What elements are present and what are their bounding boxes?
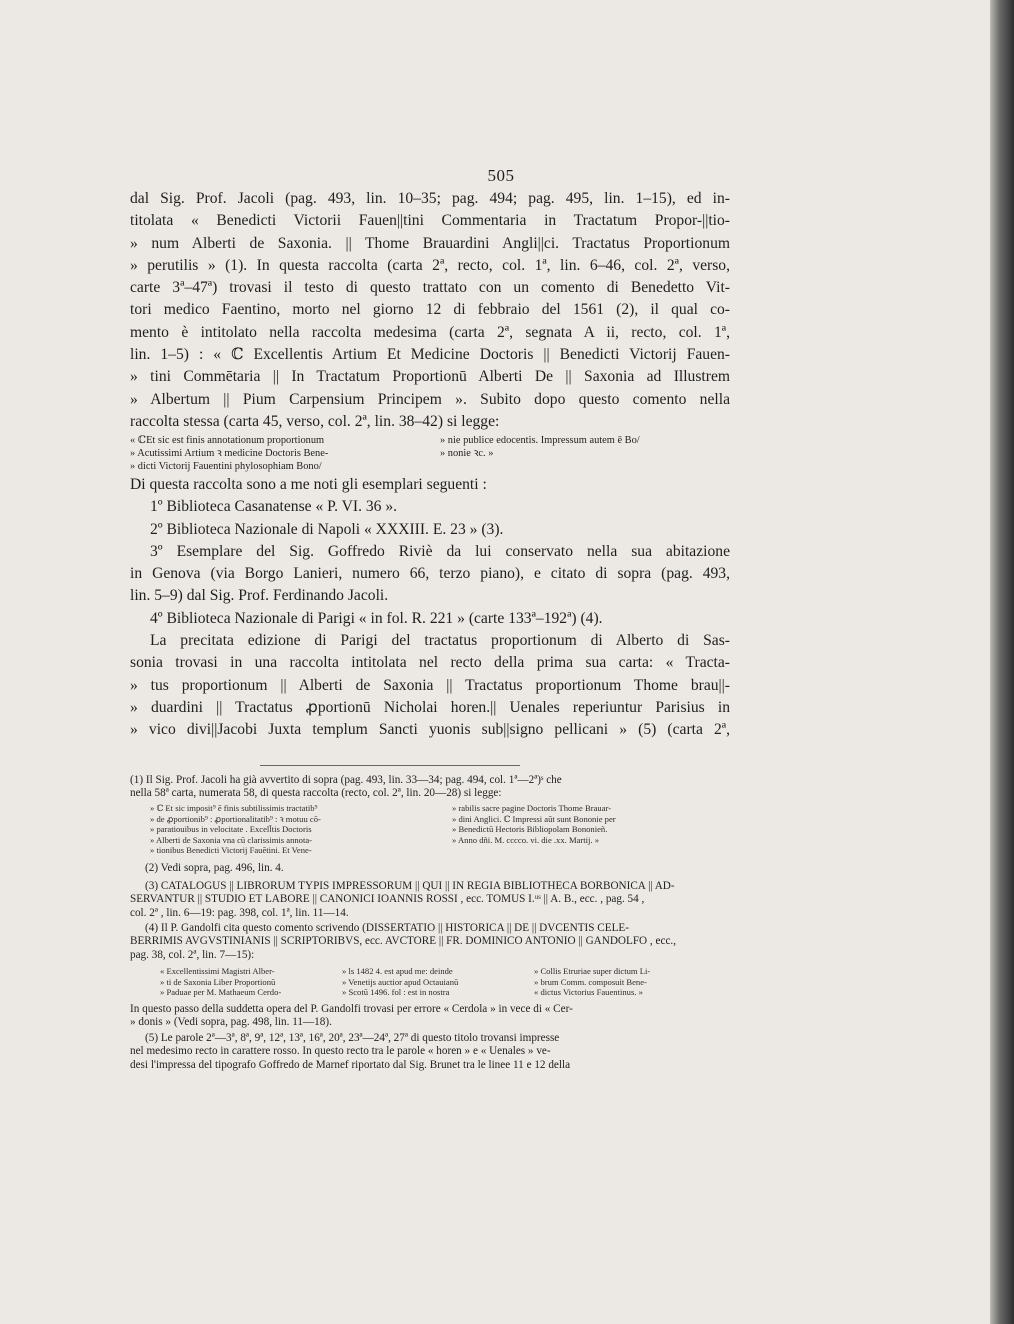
quote-line: » Anno dñi. M. cccco. vi. die .xx. Martij. » [452,834,600,845]
footnote-1-quote [150,803,730,857]
footnote-1 [130,774,730,801]
footnote-line: (3) CATALOGUS || LIBRORUM TYPIS IMPRESSORUM || QUI || IN REGIA BIBLIOTHECA BORBONICA || AD- [145,880,675,892]
footnote-3 [130,880,730,920]
quote-line: » de ꝓportionib⁹ : ꝓportionalitatib⁹ : ꝛ motuu cō- [150,813,321,824]
quote-column-3 [534,966,650,998]
quote-line: » dicti Victorij Fauentini phylosophiam Bono/ [130,461,322,472]
quote-line: » nonie ꝛc. » [440,448,494,459]
quote-line: » Benedictū Hectoris Bibliopolam Bononieñ. [452,824,608,835]
text-line: lin. 5–9) dal Sig. Prof. Ferdinando Jacoli. [130,587,389,605]
quote-column-right [440,434,640,460]
text-line: dal Sig. Prof. Jacoli (pag. 493, lin. 10–35; pag. 494; pag. 495, lin. 1–15), ed in- [130,190,730,207]
footnote-line: BERRIMIS AVGVSTINIANIS || SCRIPTORIBVS, ecc. AVCTORE || FR. DOMINICO ANTONIO || GANDOLFO , ecc., [130,935,677,948]
footnote-5 [130,1032,730,1072]
text-line: tori medico Faentino, morto nel giorno 12 di febbraio del 1561 (2), il qual co- [130,301,730,319]
list-item: 4º Biblioteca Nazionale di Parigi « in fol. R. 221 » (carte 133ª–192ª) (4). [150,609,603,627]
quote-line: » Paduae per M. Mathaeum Cerdo- [160,987,282,998]
quote-line: » paratiouibus in velocitate . Excell̄tis Doctoris [150,824,312,835]
footnote-line: col. 2ª , lin. 6—19: pag. 398, col. 1ª, lin. 11—14. [130,906,349,919]
text-line: » Albertum || Pium Carpensium Principem ». Subito dopo questo comento nella [130,390,730,408]
list-item: 3º Esemplare del Sig. Goffredo Riviè da lui conservato nella sua abitazione [150,542,730,560]
book-spine-shadow [990,0,1014,1324]
quote-line: » Scotū 1496. fol : est in nostra [342,987,450,998]
text-line: » duardini || Tractatus ꝓportionū Nicholai horen.|| Uenales reperiuntur Parisius in [130,698,730,716]
quote-line: « ℂEt sic est finis annotationum proportionum [130,435,325,446]
text-line: Di questa raccolta sono a me noti gli esemplari seguenti : [130,476,487,493]
footnote-line: pag. 38, col. 2ª, lin. 7—15): [130,948,255,961]
quote-line: » nie publice edocentis. Impressum autem ē Bo/ [440,435,640,446]
quote-line: » ti de Saxonia Liber Proportionū [160,976,276,987]
footnote-separator [260,765,520,766]
quote-line: » Alberti de Saxonia vna cū clarissimis annota- [150,834,313,845]
quote-column-left [150,803,321,856]
text-line: in Genova (via Borgo Lanieri, numero 66, terzo piano), e citato di sopra (pag. 493, [130,565,730,583]
main-text-block-2 [130,474,730,742]
footnote-line: (1) Il Sig. Prof. Jacoli ha già avvertito di sopra (pag. 493, lin. 33—34; pag. 494, col. 1ª—2ª)ˢ che [130,774,562,786]
quote-line: » tionibus Benedicti Victorij Fauētini. Et Vene- [150,845,312,856]
footnote-line: (4) Il P. Gandolfi cita questo comento scrivendo (DISSERTATIO || HISTORICA || DE || DVCENTIS CELE- [145,922,629,934]
text-line: La precitata edizione di Parigi del tractatus proportionum di Alberto di Sas- [150,632,730,650]
footnote-line: SERVANTUR || STUDIO ET LABORE || CANONICI IOANNIS ROSSI , ecc. TOMUS I.ᵘˢ || A. B., ecc. , pag. 54 , [130,893,645,906]
quote-column-right [452,803,616,845]
quote-column-left [130,434,328,473]
quote-line: » Collis Etruriae super dictum Li- [534,966,651,976]
footnote-line: In questo passo della suddetta opera del P. Gandolfi trovasi per errore « Cerdola » in vece di « Cer- [130,1003,573,1015]
footnote-line: » donis » (Vedi sopra, pag. 498, lin. 11—18). [130,1016,332,1029]
text-line: lin. 1–5) : « ℂ Excellentis Artium Et Medicine Doctoris || Benedicti Victorij Fauen- [130,346,730,364]
quote-line: » ℂ Et sic imposit⁹ ē finis subtilissimis tractatib⁹ [150,803,318,813]
text-line: carte 3ª–47ª) trovasi il testo di questo trattato con un comento di Benedetto Vit- [130,279,730,297]
text-line: » perutilis » (1). In questa raccolta (carta 2ª, recto, col. 1ª, lin. 6–46, col. 2ª, verso, [130,256,730,274]
quote-line: » rabilis sacre pagine Doctoris Thome Brauar- [452,803,612,813]
text-line: » tini Commētaria || In Tractatum Proportionū Alberti De || Saxonia ad Illustrem [130,368,730,386]
footnote-2 [145,862,730,875]
footnote-line: nel medesimo recto in carattere rosso. In questo recto tra le parole « horen » e « Uenales » ve- [130,1045,551,1058]
main-text-block-1 [130,188,730,433]
footnote-line: desi l'impressa del tipografo Goffredo de Marnef riportato dal Sig. Brunet tra le linee 11 e 12 della [130,1058,571,1071]
quote-column-1 [160,966,281,998]
quote-line: » ls 1482 4. est apud me: deinde [342,966,453,976]
text-line: » tus proportionum || Alberti de Saxonia || Tractatus proportionum Thome brau||- [130,676,730,694]
footnote-4-tail [130,1003,730,1030]
quote-line: » Venetijs auctior apud Octauianū [342,976,459,987]
list-item: 2º Biblioteca Nazionale di Napoli « XXXIII. E. 23 » (3). [150,520,504,538]
footnote-line: (5) Le parole 2ª—3ª, 8ª, 9ª, 12ª, 13ª, 16ª, 20ª, 23ª—24ª, 27ª di questo titolo trovansi impresse [145,1032,560,1044]
page-number: 505 [487,166,515,185]
text-line: » vico divi||Jacobi Juxta templum Sancti yuonis sub||signo pellicani » (5) (carta 2ª, [130,721,730,739]
footnote-4 [130,922,730,962]
quote-line: « dictus Victorius Fauentinus. » [534,987,643,998]
footnote-line: nella 58ª carta, numerata 58, di questa raccolta (recto, col. 2ª, lin. 20—28) si legge: [130,787,502,800]
footnote-line: (2) Vedi sopra, pag. 496, lin. 4. [145,862,284,874]
quote-line: « Excellentissimi Magistri Alber- [160,966,275,976]
quote-line: » brum Comm. composuit Bene- [534,976,647,987]
quote-column-2 [342,966,458,998]
list-item: 1º Biblioteca Casanatense « P. VI. 36 ». [150,498,398,516]
colophon-quote [130,434,750,474]
text-line: mento è intitolato nella raccolta medesima (carta 2ª, segnata A ii, recto, col. 1ª, [130,323,730,341]
text-line: raccolta stessa (carta 45, verso, col. 2ª, lin. 38–42) si legge: [130,412,500,430]
text-line: titolata « Benedicti Victorii Fauen||tini Commentaria in Tractatum Propor-||tio- [130,212,730,230]
quote-line: » Acutissimi Artium ꝛ medicine Doctoris Bene- [130,448,329,459]
text-line: sonia trovasi in una raccolta intitolata nel recto della prima sua carta: « Tracta- [130,654,730,672]
footnote-4-quote [160,966,740,1000]
text-line: » num Alberti de Saxonia. || Thome Brauardini Angli||ci. Tractatus Proportionum [130,234,730,252]
quote-line: » dini Anglici. ℂ Impressi aūt sunt Bononie per [452,813,616,824]
